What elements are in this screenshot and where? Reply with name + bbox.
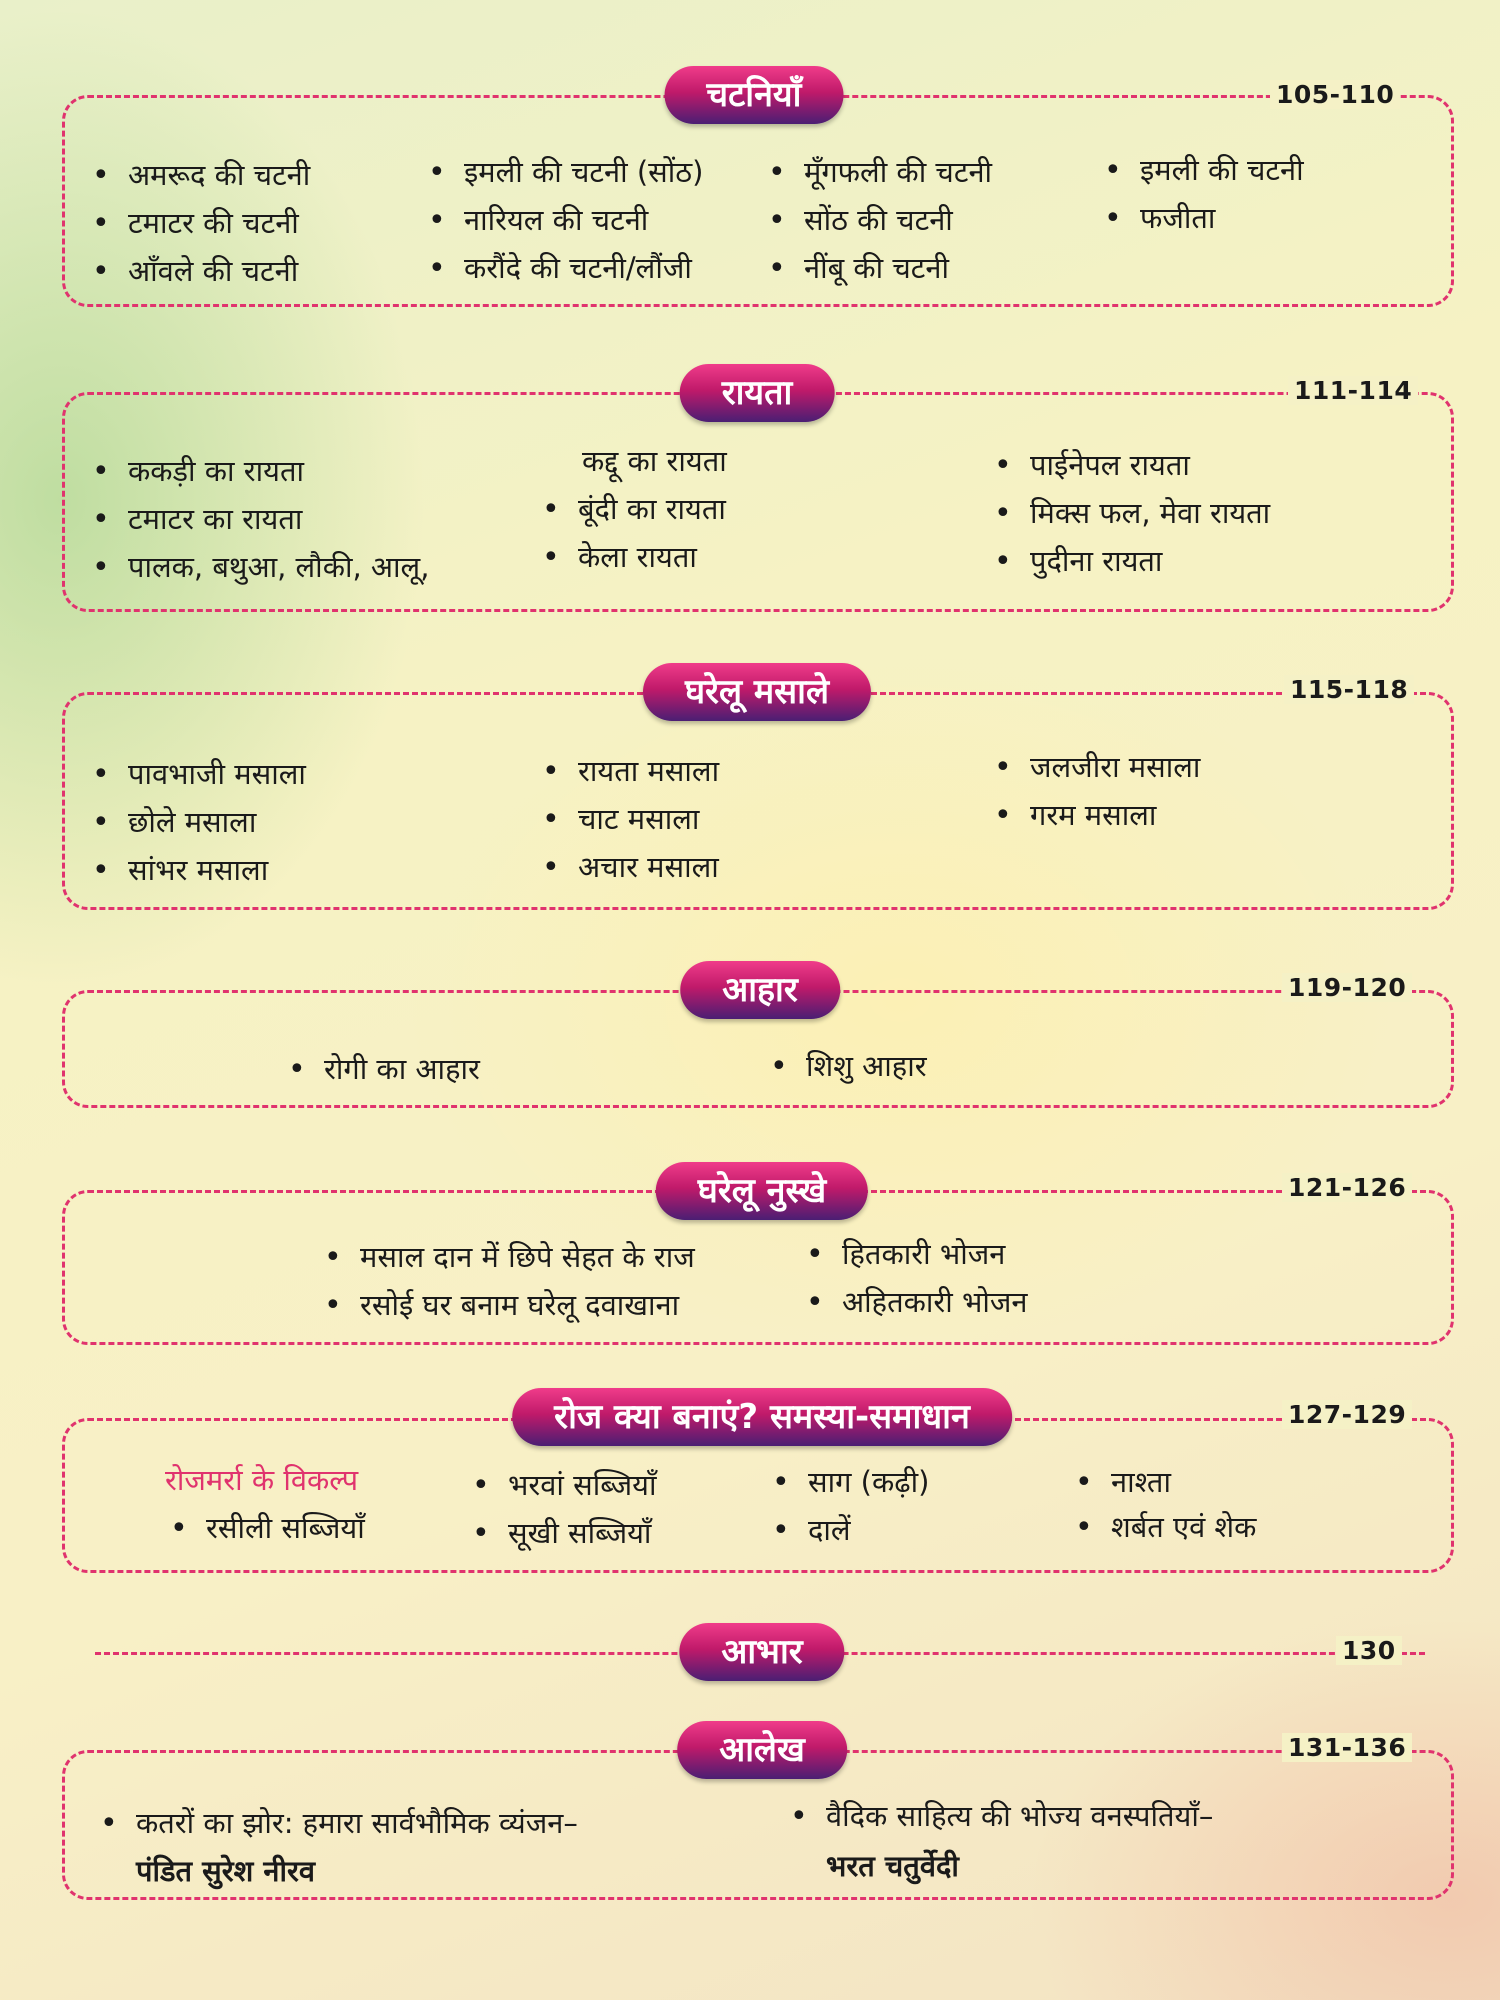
- page-range: 131-136: [1282, 1733, 1412, 1762]
- section-title: आलेख: [677, 1721, 847, 1779]
- list-item: • नारियल की चटनी: [428, 200, 648, 239]
- list-item: • शिशु आहार: [770, 1046, 927, 1085]
- list-item: • अमरूद की चटनी: [92, 155, 310, 194]
- page-range: 119-120: [1282, 973, 1412, 1002]
- page-range: 121-126: [1282, 1173, 1412, 1202]
- list-item: • दालें: [772, 1510, 851, 1549]
- list-item: • इमली की चटनी: [1104, 150, 1304, 189]
- list-item: • मसाल दान में छिपे सेहत के राज: [324, 1237, 695, 1276]
- section-title: रोज क्या बनाएं? समस्या-समाधान: [512, 1388, 1012, 1446]
- list-item: • पावभाजी मसाला: [92, 754, 306, 793]
- list-item: • चाट मसाला: [542, 799, 699, 838]
- list-item: • बूंदी का रायता: [542, 489, 726, 528]
- list-item: • छोले मसाला: [92, 802, 256, 841]
- article-author: भरत चतुर्वेदी: [826, 1849, 959, 1883]
- page-range: 105-110: [1270, 80, 1400, 109]
- section-title: रायता: [680, 364, 835, 422]
- list-item: • टमाटर की चटनी: [92, 203, 299, 242]
- list-item: • कतरों का झोर: हमारा सार्वभौमिक व्यंजन–: [100, 1803, 578, 1842]
- list-item: • पुदीना रायता: [994, 541, 1162, 580]
- list-item: • सूखी सब्जियाँ: [472, 1513, 651, 1552]
- section-title: घरेलू नुस्खे: [656, 1162, 868, 1220]
- subheading-daily-options: रोजमर्रा के विकल्प: [165, 1463, 359, 1497]
- section-title: आहार: [680, 961, 840, 1019]
- list-item: • पाईनेपल रायता: [994, 445, 1190, 484]
- section-title: चटनियाँ: [665, 66, 844, 124]
- list-item: • रायता मसाला: [542, 751, 719, 790]
- list-item: • गरम मसाला: [994, 795, 1156, 834]
- list-item: • फजीता: [1104, 198, 1215, 237]
- page-range: 127-129: [1282, 1400, 1412, 1429]
- list-item: • आँवले की चटनी: [92, 251, 298, 290]
- page-range: 111-114: [1288, 376, 1418, 405]
- section-frame: [62, 692, 1454, 910]
- list-item: • साग (कढ़ी): [772, 1462, 929, 1501]
- list-item: • शर्बत एवं शेक: [1075, 1507, 1256, 1546]
- list-item: • मिक्स फल, मेवा रायता: [994, 493, 1270, 532]
- list-item: • अहितकारी भोजन: [806, 1282, 1027, 1321]
- list-item: • वैदिक साहित्य की भोज्य वनस्पतियाँ–: [790, 1796, 1213, 1835]
- section-title: घरेलू मसाले: [643, 663, 871, 721]
- list-item: • केला रायता: [542, 537, 697, 576]
- list-item: • नाश्ता: [1075, 1462, 1171, 1501]
- list-item: • सोंठ की चटनी: [768, 200, 953, 239]
- list-item: • रसीली सब्जियाँ: [170, 1508, 365, 1547]
- list-item: • नींबू की चटनी: [768, 248, 949, 287]
- list-item-continuation: कद्दू का रायता: [582, 444, 727, 478]
- section-title: आभार: [679, 1623, 844, 1681]
- list-item: • ककड़ी का रायता: [92, 451, 304, 490]
- list-item: • मूँगफली की चटनी: [768, 152, 992, 191]
- page-range: 130: [1336, 1636, 1402, 1665]
- list-item: • हितकारी भोजन: [806, 1234, 1005, 1273]
- article-author: पंडित सुरेश नीरव: [136, 1854, 315, 1888]
- list-item: • अचार मसाला: [542, 847, 719, 886]
- page-range: 115-118: [1284, 675, 1414, 704]
- list-item: • टमाटर का रायता: [92, 499, 302, 538]
- list-item: • करौंदे की चटनी/लौंजी: [428, 248, 692, 287]
- list-item: • रोगी का आहार: [288, 1049, 480, 1088]
- list-item: • जलजीरा मसाला: [994, 747, 1200, 786]
- list-item: • इमली की चटनी (सोंठ): [428, 152, 703, 191]
- list-item: • भरवां सब्जियाँ: [472, 1465, 656, 1504]
- list-item: • सांभर मसाला: [92, 850, 268, 889]
- list-item: • पालक, बथुआ, लौकी, आलू,: [92, 547, 429, 586]
- list-item: • रसोई घर बनाम घरेलू दवाखाना: [324, 1285, 679, 1324]
